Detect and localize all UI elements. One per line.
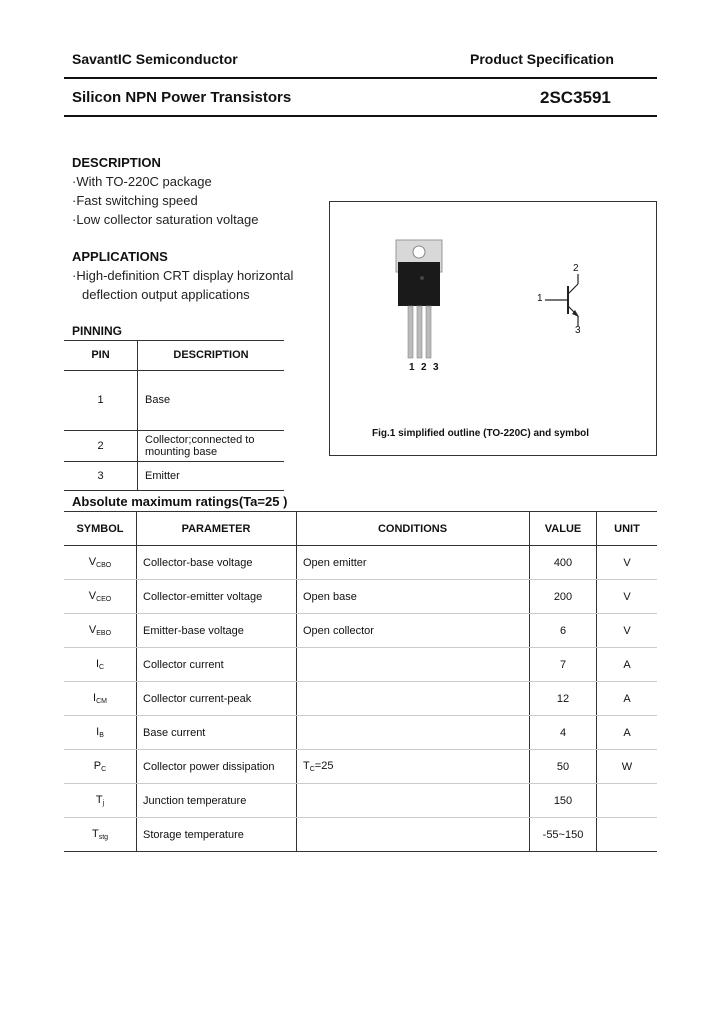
unit-cell: A <box>597 648 658 682</box>
condition-cell <box>297 614 530 648</box>
table-row <box>64 818 657 852</box>
symbol-subscript: C <box>99 664 105 671</box>
pinning-title: PINNING <box>72 324 123 338</box>
symbol-cell <box>64 784 137 818</box>
description-item: ·Low collector saturation voltage <box>72 212 259 227</box>
symbol-letter: I <box>95 658 99 670</box>
applications-item: ·High-definition CRT display horizontal <box>72 268 294 283</box>
symbol-letter: V <box>88 556 97 568</box>
applications-item-cont: deflection output applications <box>82 287 250 302</box>
symbol-letter: T <box>91 828 99 840</box>
table-row <box>64 546 657 580</box>
outline-pin-label: 1 <box>409 362 415 373</box>
unit-cell: A <box>597 682 658 716</box>
package-outline-image <box>330 202 656 455</box>
condition-cell <box>297 580 530 614</box>
ratings-title: Absolute maximum ratings(Ta=25 ) <box>72 494 288 509</box>
value-cell: 12 <box>530 682 597 716</box>
table-row <box>64 462 284 491</box>
parameter-header: PARAMETER <box>137 512 297 546</box>
description-item: ·With TO-220C package <box>72 174 212 189</box>
table-row <box>64 431 284 462</box>
parameter-cell: Storage temperature <box>137 818 297 852</box>
pin-description: Emitter <box>138 462 285 491</box>
condition-cell <box>297 750 530 784</box>
value-cell: 50 <box>530 750 597 784</box>
condition-cell <box>297 546 530 580</box>
conditions-header: CONDITIONS <box>297 512 530 546</box>
value-cell: 6 <box>530 614 597 648</box>
symbol-subscript: CM <box>96 698 107 705</box>
symbol-subscript: CEO <box>96 596 112 603</box>
table-row <box>64 580 657 614</box>
doc-type: Product Specification <box>470 51 614 67</box>
parameter-cell: Emitter-base voltage <box>137 614 297 648</box>
pin-number: 3 <box>64 462 138 491</box>
parameter-cell: Base current <box>137 716 297 750</box>
symbol-cell <box>64 546 137 580</box>
value-cell: 200 <box>530 580 597 614</box>
symbol-base-label: 1 <box>537 293 543 304</box>
table-row <box>64 614 657 648</box>
outline-pin-label: 2 <box>421 362 427 373</box>
value-cell: 4 <box>530 716 597 750</box>
symbol-header: SYMBOL <box>64 512 137 546</box>
pin-number: 2 <box>64 431 138 462</box>
condition-tail: =25 <box>314 760 334 772</box>
description-title: DESCRIPTION <box>72 155 161 170</box>
pinning-table <box>64 340 284 491</box>
header-rule-top <box>64 77 657 79</box>
pin-description: Base <box>138 371 285 431</box>
pin-description <box>138 431 285 462</box>
description-item: ·Fast switching speed <box>72 193 198 208</box>
symbol-cell <box>64 750 137 784</box>
symbol-letter: I <box>93 692 97 704</box>
symbol-subscript: B <box>99 732 104 739</box>
value-cell: 150 <box>530 784 597 818</box>
symbol-subscript: EBO <box>96 630 112 637</box>
condition-cell <box>297 818 530 852</box>
symbol-cell <box>64 648 137 682</box>
table-row <box>64 750 657 784</box>
symbol-subscript: CBO <box>96 562 112 569</box>
unit-cell: V <box>597 580 658 614</box>
symbol-emitter-label: 3 <box>575 325 581 336</box>
condition-text: Open collector <box>303 624 374 637</box>
value-cell: -55~150 <box>530 818 597 852</box>
parameter-cell: Collector current-peak <box>137 682 297 716</box>
unit-header: UNIT <box>597 512 658 546</box>
parameter-cell: Collector power dissipation <box>137 750 297 784</box>
symbol-subscript: j <box>102 800 105 807</box>
symbol-letter: P <box>93 760 102 772</box>
header-rule-bottom <box>64 115 657 117</box>
pin-number: 1 <box>64 371 138 431</box>
table-row <box>64 716 657 750</box>
outline-pin-label: 3 <box>433 362 439 373</box>
condition-cell <box>297 716 530 750</box>
unit-cell: A <box>597 716 658 750</box>
table-row <box>64 784 657 818</box>
unit-cell: W <box>597 750 658 784</box>
pin-description-header: DESCRIPTION <box>138 340 285 371</box>
npn-symbol-icon <box>545 274 579 326</box>
symbol-cell <box>64 716 137 750</box>
figure-box <box>329 201 657 456</box>
pin-description-line: Collector;connected to <box>145 434 255 446</box>
condition-text: T <box>303 760 310 772</box>
table-row <box>64 371 284 431</box>
parameter-cell: Junction temperature <box>137 784 297 818</box>
company-name: SavantIC Semiconductor <box>72 51 238 67</box>
parameter-cell: Collector-emitter voltage <box>137 580 297 614</box>
figure-caption: Fig.1 simplified outline (TO-220C) and symbol <box>372 428 590 439</box>
symbol-collector-label: 2 <box>573 263 579 274</box>
unit-cell <box>597 818 658 852</box>
unit-cell: V <box>597 546 658 580</box>
table-row <box>64 682 657 716</box>
unit-cell: V <box>597 614 658 648</box>
ratings-table <box>64 511 657 852</box>
condition-text: Open emitter <box>303 556 367 569</box>
symbol-letter: I <box>96 726 100 738</box>
parameter-cell: Collector current <box>137 648 297 682</box>
value-cell: 7 <box>530 648 597 682</box>
pin-description-line: mounting base <box>145 446 218 458</box>
applications-title: APPLICATIONS <box>72 249 168 264</box>
symbol-cell <box>64 818 137 852</box>
symbol-subscript: C <box>101 766 107 773</box>
condition-text: Open base <box>303 590 357 603</box>
symbol-cell <box>64 682 137 716</box>
condition-cell <box>297 784 530 818</box>
symbol-cell <box>64 580 137 614</box>
symbol-letter: V <box>88 624 97 636</box>
unit-cell <box>597 784 658 818</box>
condition-subscript: C <box>309 766 315 773</box>
value-cell: 400 <box>530 546 597 580</box>
condition-cell <box>297 648 530 682</box>
symbol-letter: T <box>95 794 103 806</box>
symbol-cell <box>64 614 137 648</box>
pin-header: PIN <box>64 340 138 371</box>
part-number: 2SC3591 <box>540 88 611 107</box>
product-line: Silicon NPN Power Transistors <box>72 89 292 106</box>
parameter-cell: Collector-base voltage <box>137 546 297 580</box>
symbol-subscript: stg <box>98 834 109 841</box>
value-header: VALUE <box>530 512 597 546</box>
symbol-letter: V <box>88 590 97 602</box>
table-row <box>64 648 657 682</box>
condition-cell <box>297 682 530 716</box>
